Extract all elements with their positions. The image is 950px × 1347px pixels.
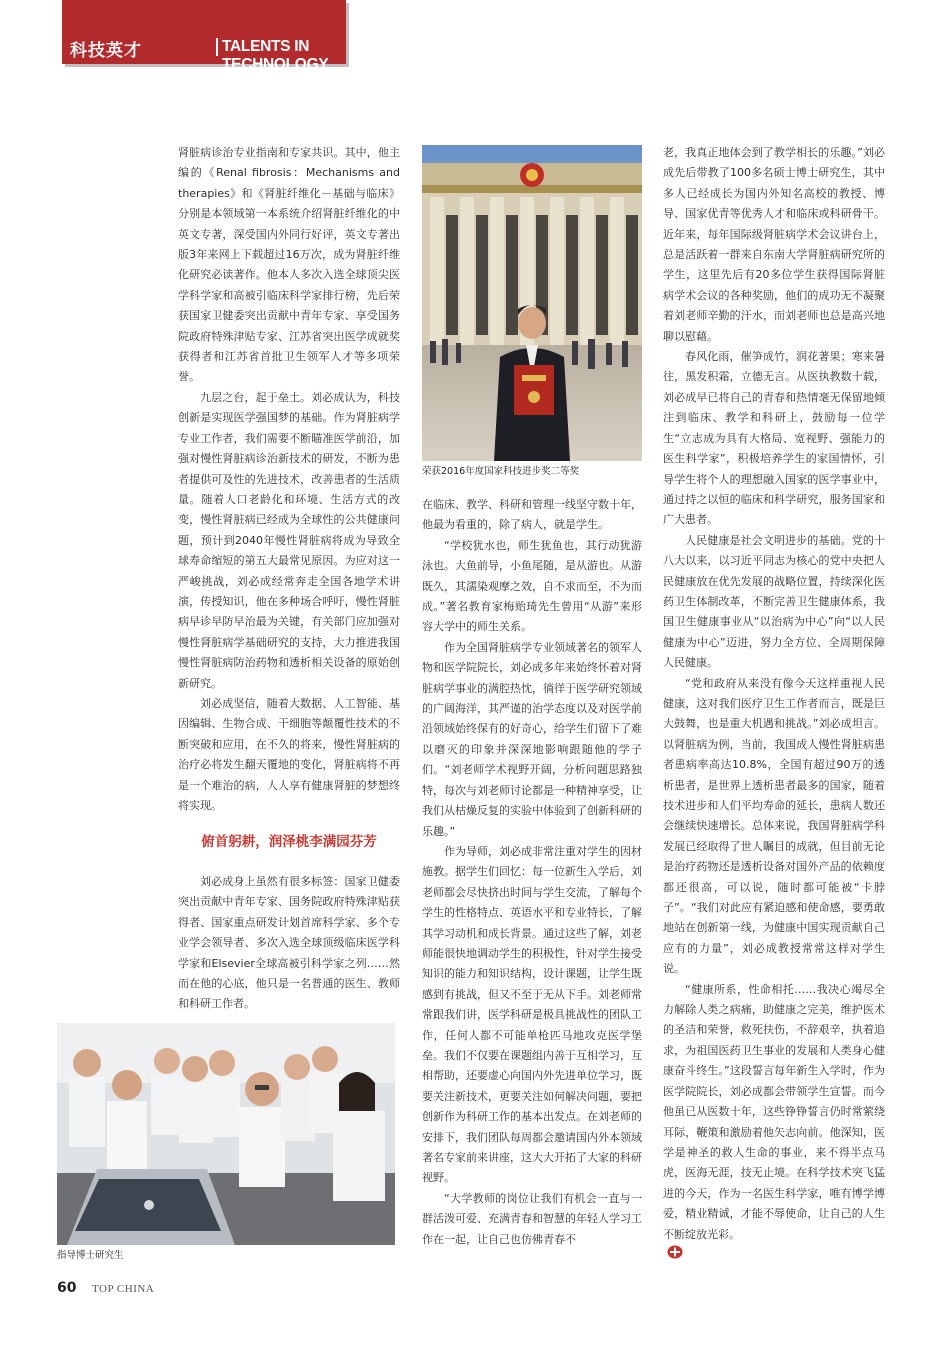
paragraph: 刘必成身上虽然有很多标签：国家卫健委突出贡献中青年专家、国务院政府特殊津贴获得者、国家重点研发计划首席科学家、多个专业学会领导者、多次入选全球顶级临床医学科学家和Elsevier全球高被引科学家之列……然而在他的心底，他只是一名普通的医生、教师和科研工作者。 <box>178 875 400 1011</box>
lab-photo <box>57 1023 395 1245</box>
article-column-1 <box>178 143 400 816</box>
paragraph: 春风化雨，催笋成竹，润花著果；寒来暑往，黑发积霜，立德无言。从医执教数十载，刘必成早已将自己的青春和热情毫无保留地倾注到临床、教学和科研上，鼓励每一位学生“立志成为具有大格局、宽视野、强能力的医生科学家”，积极培养学生的家国情怀，引导学生将个人的理想融入国家的医学事业中，通过持之以恒的临床和科学研究，服务国家和广大患者。 <box>663 350 885 527</box>
article-column-2 <box>422 495 642 1250</box>
section-title-divider <box>216 38 218 56</box>
page-number: 60 <box>57 1280 77 1296</box>
paragraph: 九层之台，起于垒土。刘必成认为，科技创新是实现医学强国梦的基础。作为肾脏病学专业工作者，我们需要不断瞄准医学前沿，加强对慢性肾脏病诊治新技术的研发，不断为患者提供可及性的先进技术，改善患者的生活质量。随着人口老龄化和环境、生活方式的改变，慢性肾脏病已经成为全球性的公共健康问题，预计到2040年慢性肾脏病将成为导致全球寿命缩短的第五大最常见原因。为应对这一严峻挑战，刘必成经常奔走全国各地学术讲演，传授知识，他在多种场合呼吁，慢性肾脏病早诊早防早治最为关键，有关部门应加强对慢性肾脏病学基础研究的支持，大力推进我国慢性肾脏病防治药物和透析相关设备的原始创新研究。 <box>178 390 400 690</box>
paragraph: 作为全国肾脏病学专业领域著名的领军人物和医学院院长，刘必成多年来始终怀着对肾脏病学事业的满腔热忱，徜徉于医学研究领域的广阔海洋，其严谨的治学态度以及对医学前沿领域始终保有的好奇心，给学生们留下了难以磨灭的印象并深深地影响跟随他的学子们。“刘老师学术视野开阔，分析问题思路独特，每次与刘老师讨论都是一种精神享受，让我们从枯燥反复的实验中体验到了创新科研的乐趣。” <box>422 640 642 838</box>
paragraph: 刘必成坚信，随着大数据、人工智能、基因编辑、生物合成、干细胞等颠覆性技术的不断突破和应用，在不久的将来，慢性肾脏病的治疗必将发生翻天覆地的变化，肾脏病将不再是一个难治的病，人人享有健康肾脏的梦想终将实现。 <box>178 696 400 812</box>
article-column-1b <box>178 872 400 1015</box>
paragraph: “大学教师的岗位让我们有机会一直与一群活泼可爱、充满青春和智慧的年轻人学习工作在一起，让自己也仿佛青春不 <box>422 1191 642 1246</box>
article-column-3 <box>663 143 885 1266</box>
paragraph: 老，我真正地体会到了教学相长的乐趣。”刘必成先后带教了100多名硕士博士研究生，其中多人已经成长为国内外知名高校的教授、博导、国家优青等优秀人才和临床或科研骨干。近年来，每年国际级肾脏病学术会议讲台上，总是活跃着一群来自东南大学肾脏病研究所的学生，这里先后有20多位学生获得国际肾脏病学术会议的各种奖励，他们的成功无不凝聚着刘老师辛勤的汗水，而刘老师也总是高兴地聊以慰藉。 <box>663 146 885 343</box>
end-mark-icon <box>667 1245 683 1266</box>
award-photo-caption: 荣获2016年度国家科技进步奖二等奖 <box>422 466 580 477</box>
magazine-name: TOP CHINA <box>92 1283 155 1295</box>
paragraph: “健康所系，性命相托……我决心竭尽全力解除人类之病痛，助健康之完美，维护医术的圣洁和荣誉，救死扶伤，不辞艰辛，执着追求，为祖国医药卫生事业的发展和人类身心健康奋斗终生。”这段誓言每年新生入学时，作为医学院院长，刘必成都会带领学生宣誓。而今他虽已从医数十年，这些铮铮誓言仍时常萦绕耳际，鞭策和激励着他矢志向前。他深知，医学是神圣的救人生命的事业，来不得半点马虎，医海无涯，技无止境。在科学技术突飞猛进的今天，作为一名医生科学家，唯有博学博爱，精业精诚，才能不辱使命，让自己的人生不断绽放光彩。 <box>663 982 885 1241</box>
paragraph: 肾脏病诊治专业指南和专家共识。其中，他主编的《Renal fibrosis：Mechanisms and therapies》和《肾脏纤维化－基础与临床》分别是本领域第一本系统介绍肾脏纤维化的中英文专著，深受国内外同行好评，英文专著出版3年来网上下载超过16万次，成为肾脏纤维化研究必读著作。他本人多次入选全球顶尖医学科学家和高被引临床科学家排行榜，先后荣获国家卫健委突出贡献中青年专家、享受国务院政府特殊津贴专家、江苏省突出医学成就奖获得者和江苏省首批卫生领军人才等多项荣誉。 <box>178 146 400 384</box>
award-photo <box>422 145 642 461</box>
section-title-en: TALENTS IN TECHNOLOGY <box>222 38 329 73</box>
paragraph: 作为导师，刘必成非常注重对学生的因材施教。据学生们回忆：每一位新生入学后，刘老师都会尽快挤出时间与学生交流，了解每个学生的性格特点、英语水平和专业特长，了解其学习动机和成长背景。通过这些了解，刘老师能很快地调动学生的积极性，针对学生接受知识的能力和知识结构，设计课题，让学生既感到有挑战，但又不至于无从下手。刘老师常常跟我们讲，医学科研是极具挑战性的团队工作，任何人都不可能单枪匹马地攻克医学堡垒。我们不仅要在课题组内善于互相学习，互相帮助，还要虚心向国内外先进单位学习，既要关注新技术，更要关注如何解决问题，要把创新作为科研工作的基本出发点。在刘老师的安排下，我们团队每周都会邀请国内外本领域著名专家前来讲座，这大大开拓了大家的科研视野。 <box>422 844 642 1185</box>
section-header-bar <box>62 0 346 73</box>
paragraph: “党和政府从来没有像今天这样重视人民健康，这对我们医疗卫生工作者而言，既是巨大鼓舞，也是重大机遇和挑战。”刘必成坦言。以肾脏病为例，当前，我国成人慢性肾脏病患者患病率高达10.8%，全国有超过90万的透析患者，是世界上透析患者最多的国家，随着技术进步和人们平均寿命的延长，患病人数还会继续快速增长。总体来说，我国肾脏病学科发展已经取得了世人瞩目的成就，但目前无论是治疗药物还是透析设备对国外产品的依赖度都还很高，可以说，随时都可能被“卡脖子”。“我们对此应有紧迫感和使命感，要勇敢地站在创新第一线，为健康中国实现贡献自己应有的力量”，刘必成教授常常这样对学生说。 <box>663 676 885 976</box>
paragraph: 人民健康是社会文明进步的基础。党的十八大以来，以习近平同志为核心的党中央把人民健康放在优先发展的战略位置，持续深化医药卫生体制改革，不断完善卫生健康体系，我国卫生健康事业从“以治病为中心”向“以人民健康为中心”迈进，努力全方位、全周期保障人民健康。 <box>663 533 885 670</box>
section-title-cn: 科技英才 <box>70 41 142 61</box>
lab-photo-caption: 指导博士研究生 <box>57 1250 124 1261</box>
paragraph: 在临床、教学、科研和管理一线坚守数十年，他最为看重的，除了病人，就是学生。 <box>422 498 642 532</box>
section-subheading: 俯首躬耕，润泽桃李满园芬芳 <box>201 834 377 850</box>
paragraph: “学校犹水也，师生犹鱼也，其行动犹游泳也。大鱼前导，小鱼尾随，是从游也。从游既久，其濡染观摩之效，自不求而至，不为而成。”著名教育家梅贻琦先生曾用“从游”来形容大学中的师生关系。 <box>422 538 642 634</box>
